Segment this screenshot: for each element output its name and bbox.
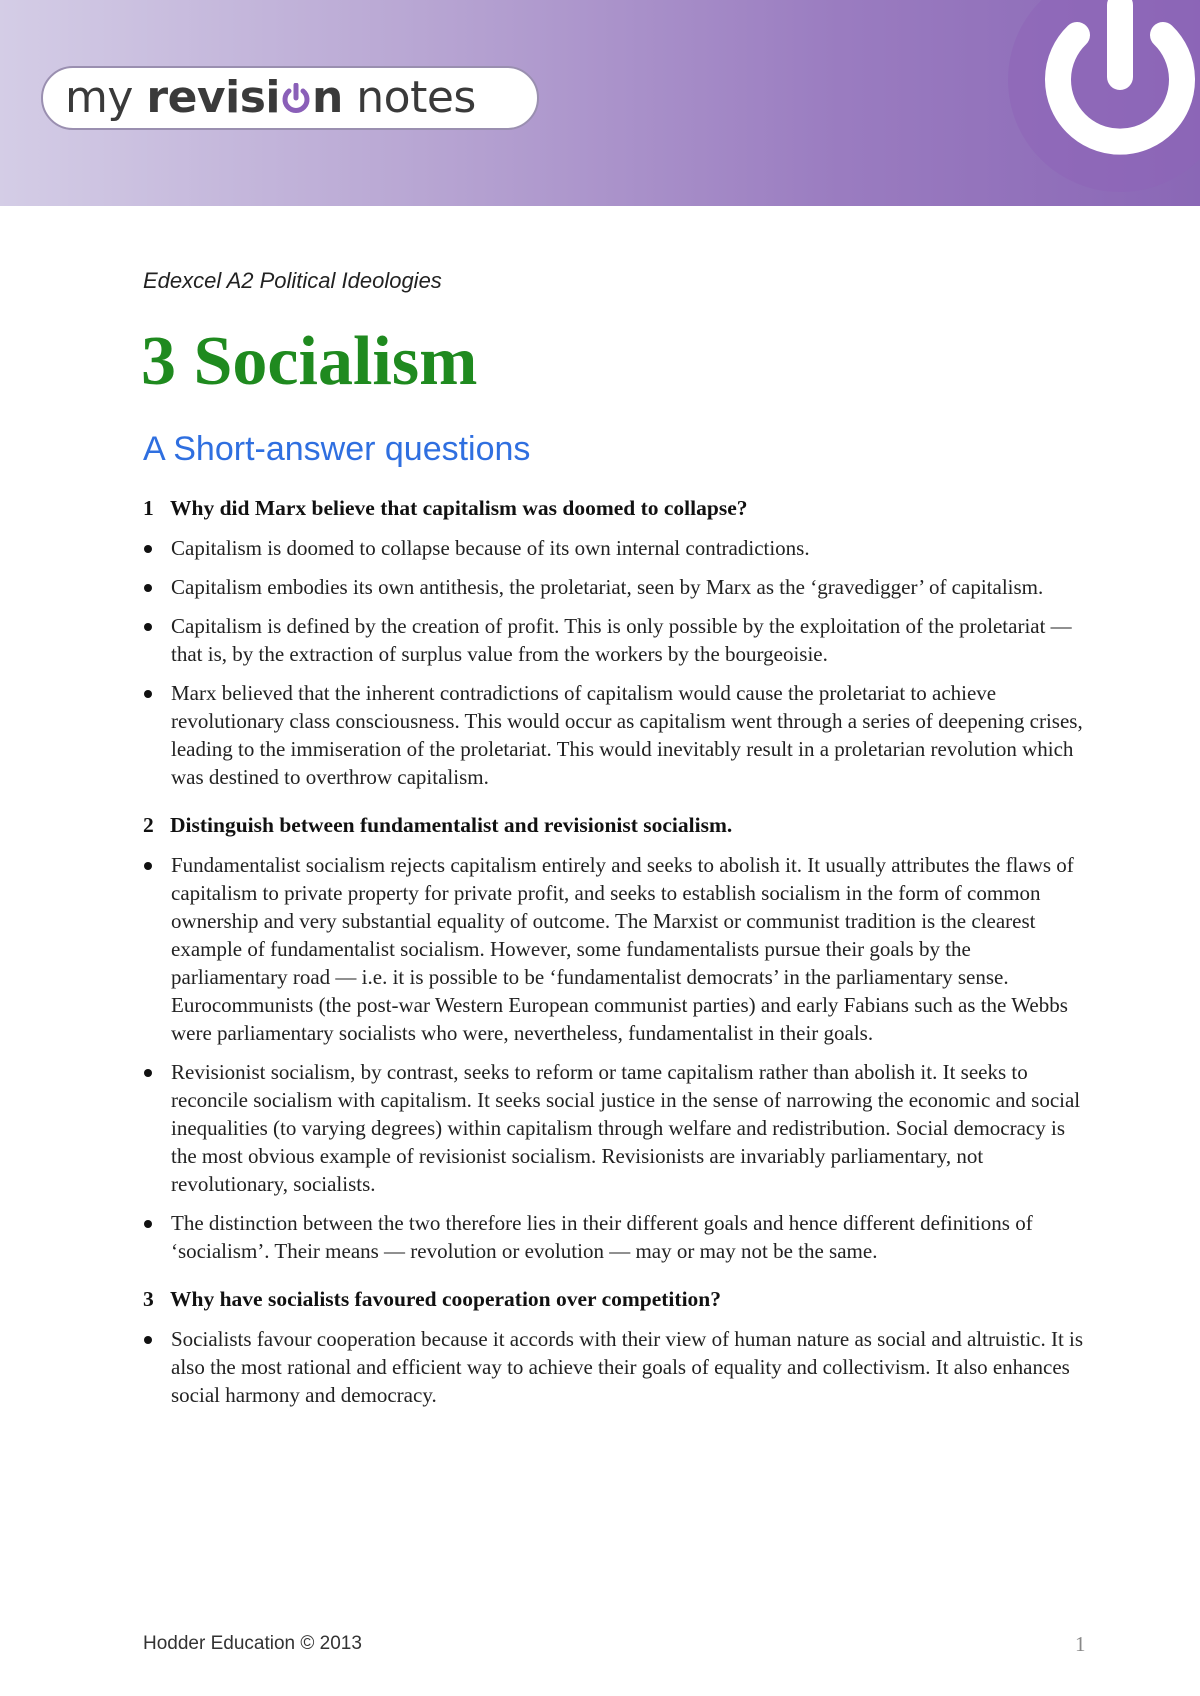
bullet-icon [144,1336,152,1344]
power-icon-large [1005,0,1200,195]
question-heading: 2 Distinguish between fundamentalist and revisionist socialism. [143,813,733,837]
answer-bullet: Marx believed that the inherent contradictions of capitalism would cause the proletariat to achieve revolutionary class consciousness. This would occur as capitalism went through a series of deepening crises, leading to the immiseration of the proletariat. This would inevitably result in a proletarian revolution which was destined to overthrow capitalism. [143,679,1088,791]
series-title: Edexcel A2 Political Ideologies [143,268,442,293]
bullet-icon [144,1069,152,1077]
logo-part-n: n [311,72,343,123]
bullet-icon [144,862,152,870]
answer-bullet: Fundamentalist socialism rejects capitalism entirely and seeks to abolish it. It usually attributes the flaws of capitalism to private property for private profit, and seeks to establish socialism in the form of common ownership and very substantial equality of outcome. The Marxist or communist tradition is the clearest example of fundamentalist socialism. However, some fundamentalists pursue their goals by the parliamentary road — i.e. it is possible to be ‘fundamentalist democrats’ in the parliamentary sense. Eurocommunists (the post-war Western European communist parties) and early Fabians such as the Webbs were parliamentary socialists who were, nevertheless, fundamentalist in their goals. [143,851,1088,1047]
answer-bullet: Revisionist socialism, by contrast, seeks to reform or tame capitalism rather than abolish it. It seeks to reconcile socialism with capitalism. It seeks social justice in the sense of narrowing the economic and social inequalities (to varying degrees) within capitalism through welfare and redistribution. Social democracy is the most obvious example of revisionist socialism. Revisionists are invariably parliamentary, not revolutionary, socialists. [143,1058,1088,1198]
logo-part-notes: notes [342,72,476,123]
chapter-title: 3 Socialism [141,323,478,400]
question-heading: 3 Why have socialists favoured cooperation over competition? [143,1287,722,1311]
footer-copyright: Hodder Education © 2013 [143,1633,362,1654]
page-number: 1 [1075,1632,1086,1656]
power-icon [281,75,311,107]
answer-bullet: The distinction between the two therefore lies in their different goals and hence different definitions of ‘socialism’. Their means — revolution or evolution — may or may not be the same. [143,1209,1088,1265]
answer-list [143,1325,1088,1409]
logo-part-revision: revisi [146,72,280,123]
header-banner [0,0,1200,206]
bullet-icon [144,623,152,631]
answer-bullet: Capitalism embodies its own antithesis, the proletariat, seen by Marx as the ‘gravedigger’ of capitalism. [143,573,1088,601]
bullet-icon [144,545,152,553]
logo-part-my: my [65,72,147,123]
bullet-icon [144,690,152,698]
answer-bullet: Capitalism is defined by the creation of profit. This is only possible by the exploitation of the proletariat — that is, by the extraction of surplus value from the workers by the bourgeoisie. [143,612,1088,668]
answer-bullet: Socialists favour cooperation because it accords with their view of human nature as social and altruistic. It is also the most rational and efficient way to achieve their goals of equality and collectivism. It also enhances social harmony and democracy. [143,1325,1088,1409]
answer-bullet: Capitalism is doomed to collapse because of its own internal contradictions. [143,534,1088,562]
question-heading: 1 Why did Marx believe that capitalism was doomed to collapse? [143,496,748,520]
answer-list [143,534,1088,791]
questions-list [143,494,1088,1429]
bullet-icon [144,584,152,592]
section-title: A Short-answer questions [143,430,531,468]
logo-text [65,72,476,124]
bullet-icon [144,1220,152,1228]
logo [41,66,539,130]
answer-list [143,851,1088,1265]
